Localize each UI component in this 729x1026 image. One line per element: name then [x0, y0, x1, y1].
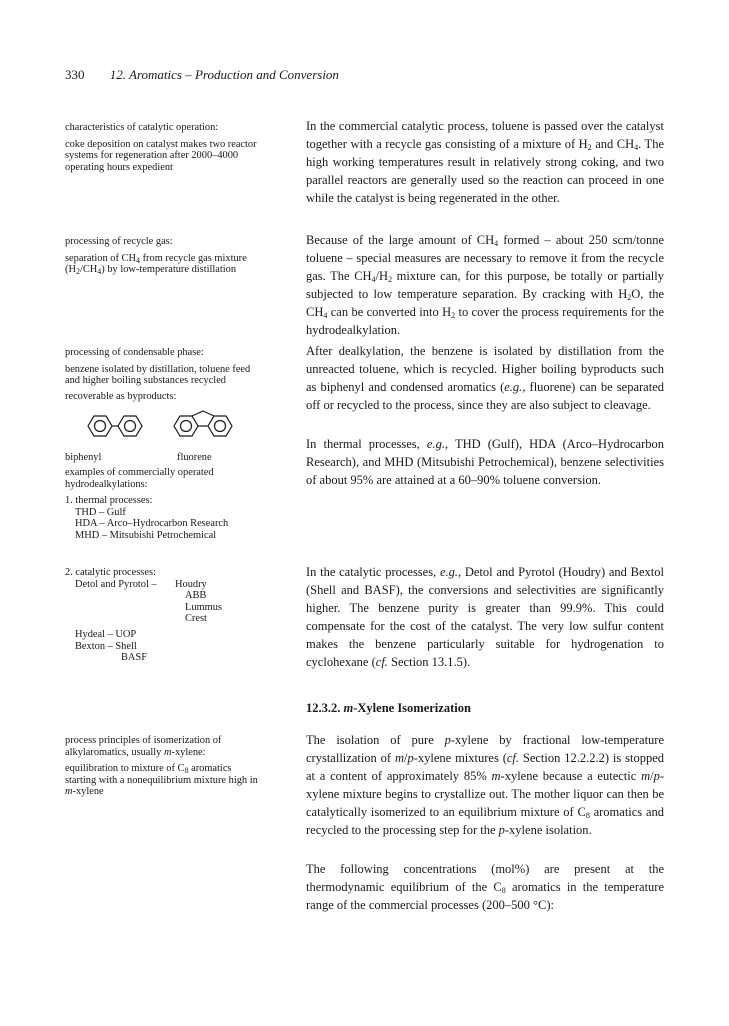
margin-note-recycle	[65, 236, 263, 280]
margin-heading: process principles of isomerization of alkylaromatics, usually m-xylene:	[65, 735, 222, 758]
margin-heading: characteristics of catalytic operation:	[65, 122, 219, 133]
body-paragraph-5: In the catalytic processes, e.g., Detol and Pyrotol (Houdry) and Bextol (Shell and BASF), the conversions and selectivities are significantly higher. The benzene purity is greater than 99.9%. This could compensate for the cost of the catalyst. The very low sulfur content makes the benzene particularly suitable for hydrogenation to cyclohexane (cf. Section 13.1.5).	[306, 565, 664, 669]
list-item: BASF	[121, 652, 147, 664]
margin-note-catalytic	[65, 122, 263, 177]
margin-note-catalytic-processes	[65, 567, 263, 664]
list-item: Houdry	[175, 578, 207, 590]
list-item: Hydeal – UOP	[75, 628, 137, 640]
margin-text: coke deposition on catalyst makes two reactor systems for regeneration after 2000–4000 operating hours expedient	[65, 138, 257, 173]
biphenyl-label: biphenyl	[65, 452, 102, 463]
fluorene-label: fluorene	[177, 452, 212, 463]
margin-note-isomerization	[65, 735, 263, 802]
structure-labels	[65, 452, 263, 464]
structures-figure	[80, 410, 260, 442]
margin-note-condensable	[65, 347, 263, 406]
margin-text: benzene isolated by distillation, toluene feed and higher boiling substances recycled	[65, 363, 251, 387]
list-heading: 2. catalytic processes:	[65, 567, 156, 578]
running-title: 12. Aromatics – Production and Conversion	[109, 67, 339, 82]
margin-heading: processing of condensable phase:	[65, 347, 204, 358]
list-item: HDA – Arco–Hydrocarbon Research	[75, 518, 229, 530]
margin-text: separation of $CH_4$ from recycle gas mixture $(H_2/CH_4)$ by low-temperature distillation	[65, 252, 247, 277]
body-paragraph-3: After dealkylation, the benzene is isolated by distillation from the unreacted toluene, which is recycled. Higher boiling byproducts such as biphenyl and condensed aromatics (e.g., fluorene) can be separated off or recycled to the process, since they are also subject to cleavage.	[306, 344, 664, 412]
body-paragraph-1: In the commercial catalytic process, toluene is passed over the catalyst together with a recycle gas consisting of a mixture of $H_2$ and $CH_4$. The high working temperatures result in relatively strong coking, and two parallel reactors are generally used so the reaction can proceed in one while the catalyst is being regenerated in the other.	[306, 119, 664, 205]
list-item: Bexton – Shell	[75, 640, 137, 652]
body-paragraph-2: Because of the large amount of $CH_4$ formed – about 250 scm/tonne toluene – special measures are necessary to remove it from the recycle gas. The $CH_4/H_2$ mixture can, for this purpose, be totally or partially subjected to low temperature separation. By cracking with $H_2O$, the $CH_4$ can be converted into $H_2$ to cover the process requirements for the hydrodealkylation.	[306, 233, 665, 337]
margin-heading: processing of recycle gas:	[65, 236, 173, 247]
body-paragraph-4: In thermal processes, e.g., THD (Gulf), HDA (Arco–Hydrocarbon Research), and MHD (Mitsubishi Petrochemical), benzene selectivities of about 95% are attained at a 60–90% toluene conversion.	[306, 437, 664, 487]
list-item: THD – Gulf	[75, 506, 126, 518]
margin-heading: examples of commercially operated hydrodealkylations:	[65, 467, 214, 490]
section-heading: 12.3.2. m-Xylene Isomerization	[306, 701, 471, 715]
page-number: 330	[65, 67, 85, 82]
fluorene-structure-icon	[174, 411, 232, 436]
list-heading: 1. thermal processes:	[65, 495, 153, 507]
body-paragraph-6: The isolation of pure p-xylene by fractional low-temperature crystallization of m/p-xylene mixtures (cf. Section 12.2.2.2) is stopped at a content of approximately 85% m-xylene because a eutectic m/p-xylene mixture begins to crystallize out. The mother liquor can then be catalytically isomerized to an equilibrium mixture of $C_8$ aromatics and recycled to the processing step for the p-xylene isolation.	[306, 733, 664, 837]
margin-text: recoverable as byproducts:	[65, 390, 177, 402]
biphenyl-structure-icon	[88, 416, 142, 436]
list-item: MHD – Mitsubishi Petrochemical	[75, 529, 217, 541]
margin-text: equilibration to mixture of $C_8$ aromatics starting with a nonequilibrium mixture high in m-xylene	[65, 763, 258, 798]
page-header	[65, 67, 339, 83]
list-item: Detol and Pyrotol –	[75, 578, 157, 590]
body-paragraph-7: The following concentrations (mol%) are present at the thermodynamic equilibrium of the $C_8$ aromatics in the temperature range of the commercial processes (200–500 °C):	[306, 862, 664, 912]
catalytic-list	[75, 579, 263, 664]
list-item: ABB Lummus Crest	[185, 590, 222, 625]
margin-note-examples	[65, 467, 263, 542]
